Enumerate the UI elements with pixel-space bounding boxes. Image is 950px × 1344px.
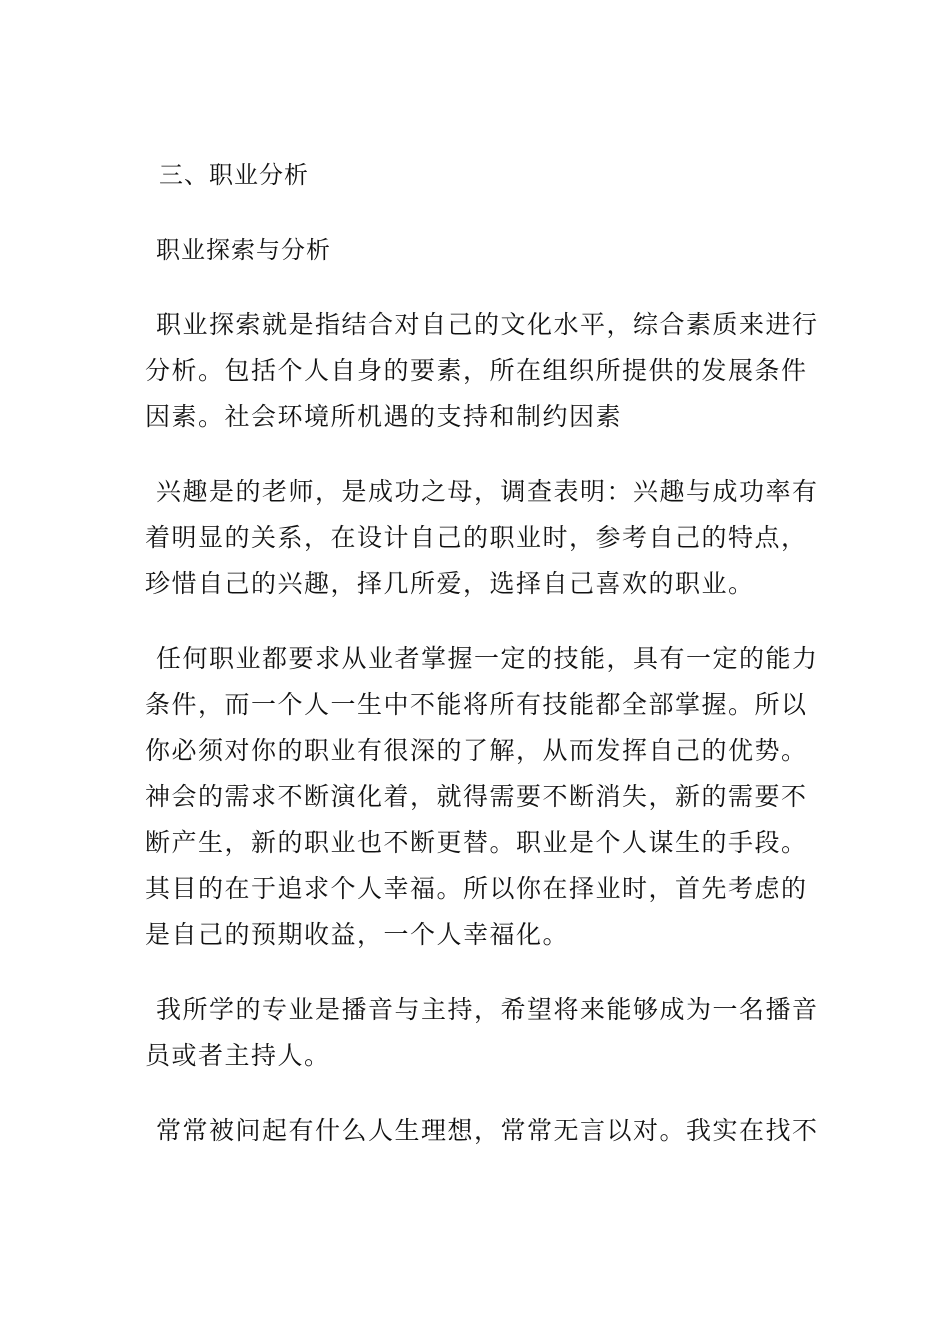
paragraph-line: 常常被问起有什么人生理想，常常无言以对。我实在找不 [156, 1116, 819, 1145]
paragraph-line: 着明显的关系，在设计自己的职业时，参考自己的特点， [145, 523, 808, 552]
section-heading: 三、职业分析 [159, 161, 309, 189]
paragraph-career-exploration [145, 302, 819, 440]
paragraph-line: 员或者主持人。 [145, 1041, 331, 1070]
paragraph-line: 兴趣是的老师，是成功之母，调查表明：兴趣与成功率有 [156, 477, 819, 506]
paragraph-ideals [145, 1108, 819, 1154]
paragraph-major [145, 987, 819, 1079]
paragraph-line: 职业探索就是指结合对自己的文化水平，综合素质来进行 [156, 310, 819, 339]
paragraph-line: 你必须对你的职业有很深的了解，从而发挥自己的优势。 [145, 736, 808, 765]
paragraph-line: 我所学的专业是播音与主持，希望将来能够成为一名播音 [156, 995, 819, 1024]
paragraph-line: 其目的在于追求个人幸福。所以你在择业时，首先考虑的 [145, 874, 808, 903]
paragraph-line: 断产生，新的职业也不断更替。职业是个人谋生的手段。 [145, 828, 808, 857]
paragraph-line: 珍惜自己的兴趣，择几所爱，选择自己喜欢的职业。 [145, 569, 755, 598]
paragraph-line: 因素。社会环境所机遇的支持和制约因素 [145, 402, 623, 431]
paragraph-line: 是自己的预期收益，一个人幸福化。 [145, 920, 570, 949]
paragraph-line: 条件，而一个人一生中不能将所有技能都全部掌握。所以 [145, 690, 808, 719]
paragraph-skills [145, 636, 819, 958]
document-body [145, 152, 819, 1183]
paragraph-line: 神会的需求不断演化着，就得需要不断消失，新的需要不 [145, 782, 808, 811]
paragraph-line: 分析。包括个人自身的要素，所在组织所提供的发展条件 [145, 356, 808, 385]
section-subheading: 职业探索与分析 [156, 236, 331, 264]
paragraph-line: 任何职业都要求从业者掌握一定的技能，具有一定的能力 [156, 644, 819, 673]
paragraph-interest [145, 469, 819, 607]
